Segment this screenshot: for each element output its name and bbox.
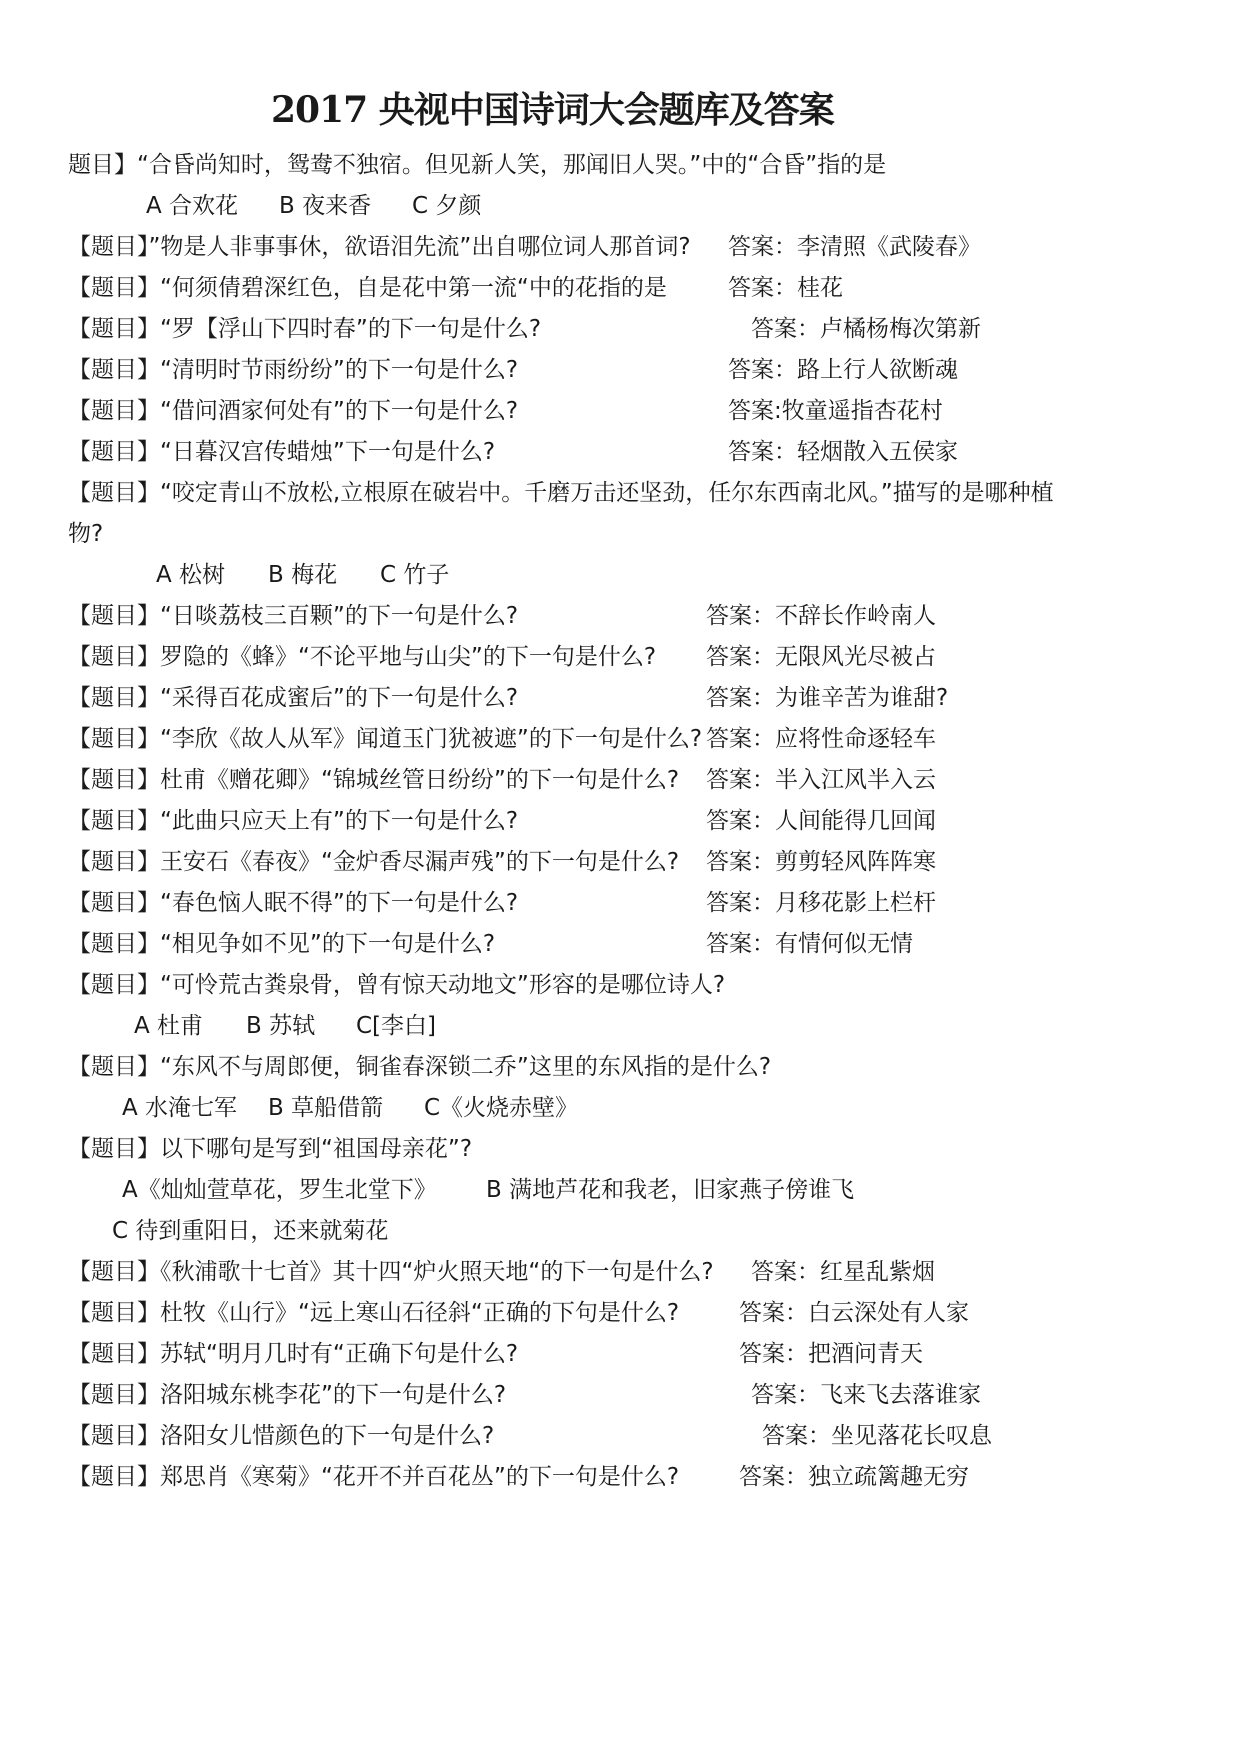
option-c: C[李白]: [356, 1013, 437, 1039]
question-text: 【题目】罗隐的《蜂》“不论平地与山尖”的下一句是什么?: [68, 644, 657, 670]
answer-text: 答案：剪剪轻风阵阵寒: [706, 849, 936, 875]
option-a: A《灿灿萱草花，罗生北堂下》: [122, 1177, 437, 1203]
page-title: 2017 央视中国诗词大会题库及答案: [271, 89, 834, 131]
option-a: A 合欢花: [146, 193, 239, 219]
answer-text: 答案：坐见落花长叹息: [762, 1423, 992, 1449]
option-b: B 满地芦花和我老，旧家燕子傍谁飞: [486, 1177, 855, 1203]
option-b: B 草船借箭: [268, 1095, 384, 1121]
answer-text: 答案：有情何似无情: [706, 931, 913, 957]
question-text: 题目】“合昏尚知时，鸳鸯不独宿。但见新人笑，那闻旧人哭。”中的“合昏”指的是: [68, 152, 887, 178]
answer-text: 答案：独立疏篱趣无穷: [739, 1464, 969, 1490]
answer-text: 答案：无限风光尽被占: [706, 644, 936, 670]
question-text: 【题目】“春色恼人眠不得”的下一句是什么?: [68, 890, 519, 916]
option-b: B 苏轼: [246, 1013, 316, 1039]
answer-text: 答案：桂花: [728, 275, 843, 301]
question-text: 【题目】”物是人非事事休，欲语泪先流”出自哪位词人那首词?: [68, 234, 691, 260]
answer-text: 答案：路上行人欲断魂: [728, 357, 958, 383]
answer-text: 答案：白云深处有人家: [739, 1300, 969, 1326]
answer-text: 答案：飞来飞去落谁家: [751, 1382, 981, 1408]
question-text: 【题目】以下哪句是写到“祖国母亲花”?: [68, 1136, 473, 1162]
answer-text: 答案：卢橘杨梅次第新: [751, 316, 981, 342]
question-text: 【题目】杜牧《山行》“远上寒山石径斜“正确的下句是什么?: [68, 1300, 680, 1326]
question-text: 【题目】郑思肖《寒菊》“花开不并百花丛”的下一句是什么?: [68, 1464, 680, 1490]
question-text: 【题目】《秋浦歌十七首》其十四“炉火照天地“的下一句是什么?: [68, 1259, 714, 1285]
question-text: 【题目】“日暮汉宫传蜡烛”下一句是什么?: [68, 439, 496, 465]
answer-text: 答案：把酒问青天: [739, 1341, 923, 1367]
question-text: 【题目】“清明时节雨纷纷”的下一句是什么?: [68, 357, 519, 383]
question-text: 【题目】洛阳城东桃李花”的下一句是什么?: [68, 1382, 507, 1408]
question-text: 【题目】“相见争如不见”的下一句是什么?: [68, 931, 496, 957]
option-c: C 夕颜: [412, 193, 482, 219]
option-b: B 梅花: [268, 562, 338, 588]
answer-text: 答案：应将性命逐轻车: [706, 726, 936, 752]
option-c: C 竹子: [380, 562, 450, 588]
question-text: 【题目】洛阳女儿惜颜色的下一句是什么?: [68, 1423, 495, 1449]
question-text: 【题目】“东风不与周郎便，铜雀春深锁二乔”这里的东风指的是什么?: [68, 1054, 772, 1080]
option-c: C 待到重阳日，还来就菊花: [112, 1218, 389, 1244]
option-c: C《火烧赤壁》: [424, 1095, 579, 1121]
answer-text: 答案：李清照《武陵春》: [728, 234, 981, 260]
answer-text: 答案：人间能得几回闻: [706, 808, 936, 834]
answer-text: 答案:牧童遥指杏花村: [728, 398, 943, 424]
question-text: 【题目】王安石《春夜》“金炉香尽漏声残”的下一句是什么?: [68, 849, 680, 875]
question-text: 【题目】“何须倩碧深红色，自是花中第一流“中的花指的是: [68, 275, 667, 301]
question-text: 【题目】“李欣《故人从军》闻道玉门犹被遮”的下一句是什么?: [68, 726, 703, 752]
question-text: 【题目】“日啖荔枝三百颗”的下一句是什么?: [68, 603, 519, 629]
question-text: 【题目】“咬定青山不放松,立根原在破岩中。千磨万击还坚劲，任尔东西南北风。”描写的是哪种植: [68, 480, 1054, 506]
answer-text: 答案：红星乱紫烟: [751, 1259, 935, 1285]
answer-text: 答案：月移花影上栏杆: [706, 890, 936, 916]
question-text: 【题目】苏轼“明月几时有“正确下句是什么?: [68, 1341, 519, 1367]
option-a: A 杜甫: [134, 1013, 204, 1039]
question-text: 【题目】“采得百花成蜜后”的下一句是什么?: [68, 685, 519, 711]
option-b: B 夜来香: [279, 193, 372, 219]
question-text: 【题目】“可怜荒古粪泉骨，曾有惊天动地文”形容的是哪位诗人?: [68, 972, 726, 998]
question-text-continued: 物?: [68, 521, 104, 547]
answer-text: 答案：为谁辛苦为谁甜?: [706, 685, 949, 711]
question-text: 【题目】“此曲只应天上有”的下一句是什么?: [68, 808, 519, 834]
option-a: A 松树: [156, 562, 226, 588]
answer-text: 答案：轻烟散入五侯家: [728, 439, 958, 465]
question-text: 【题目】杜甫《赠花卿》“锦城丝管日纷纷”的下一句是什么?: [68, 767, 680, 793]
question-text: 【题目】“罗【浮山下四时春”的下一句是什么?: [68, 316, 542, 342]
question-text: 【题目】“借问酒家何处有”的下一句是什么?: [68, 398, 519, 424]
answer-text: 答案：半入江风半入云: [706, 767, 936, 793]
answer-text: 答案：不辞长作岭南人: [706, 603, 936, 629]
option-a: A 水淹七军: [122, 1095, 238, 1121]
